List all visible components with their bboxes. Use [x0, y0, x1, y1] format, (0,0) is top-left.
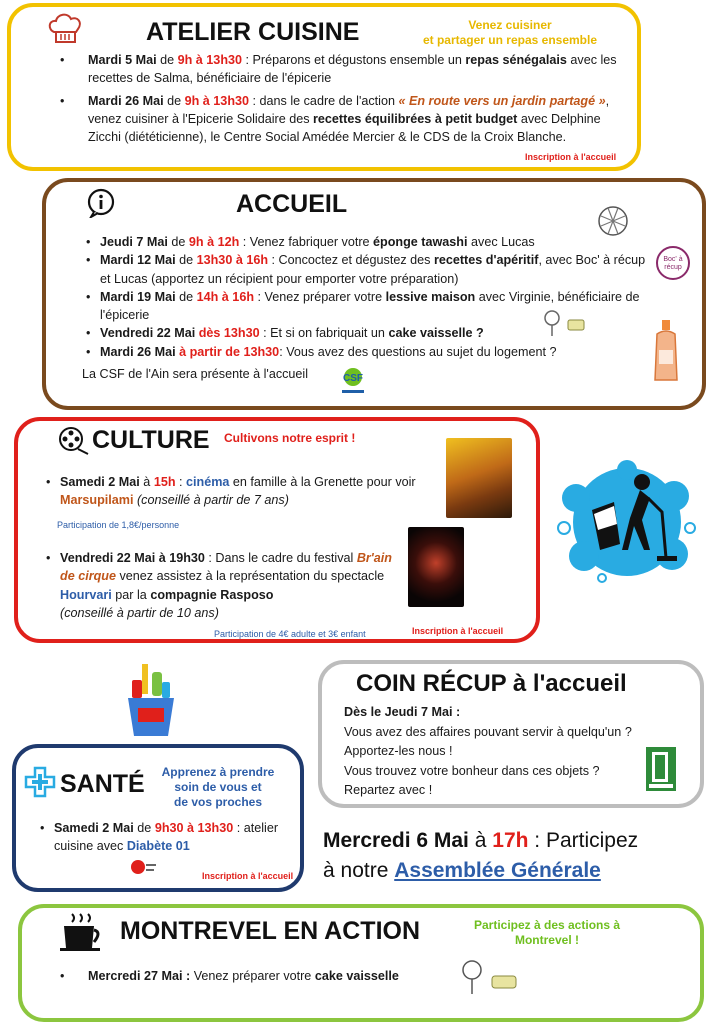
exit-door-icon: [646, 747, 676, 794]
assemblee-generale-link[interactable]: Assemblée Générale: [394, 859, 601, 883]
film-reel-icon: [58, 426, 90, 459]
atelier-tagline: [410, 18, 610, 48]
csf-logo-text: CSF: [343, 373, 363, 384]
montrevel-title: MONTREVEL EN ACTION: [120, 917, 421, 945]
medical-cross-icon: [24, 766, 56, 801]
culture-list-2: [46, 549, 402, 622]
list-item: • Mardi 26 Mai de 9h à 13h30 : dans le cadre de l'action « En route vers un jardin partagé », venez cuisiner à l'Epicerie Solidaire des recettes équilibrées à petit budget avec Delphine Zicchi (diététicienne), le Centre Social Amédée Mercier & le CDS de la Croix Blanche.: [60, 92, 630, 147]
recup-title: COIN RÉCUP à l'accueil: [356, 670, 627, 697]
cake-vaisselle-icons: [458, 958, 522, 1001]
list-item: • Mardi 26 Mai à partir de 13h30: Vous avez des questions au sujet du logement ?: [86, 343, 658, 361]
accueil-footer: La CSF de l'Ain sera présente à l'accueil: [82, 367, 309, 381]
list-item: • Vendredi 22 Mai à 19h30 : Dans le cadre du festival Br'ain de cirque venez assistez à la représentation du spectacle Hourvari par la compagnie Rasposo (conseillé à partir de 10 ans): [46, 549, 402, 622]
recup-text: [344, 703, 632, 801]
recup-line-3: Apportez-les nous !: [344, 744, 453, 759]
atelier-title: ATELIER CUISINE: [146, 18, 360, 46]
culture-inscription: Inscription à l'accueil: [412, 626, 504, 636]
sante-tagline: [148, 765, 288, 810]
montrevel-list: [60, 967, 460, 985]
recup-line-4: Vous trouvez votre bonheur dans ces objets ?: [344, 763, 600, 778]
montrevel-tagline-1: Participez à des actions à: [473, 918, 621, 932]
cleaning-person-icon: [554, 458, 700, 587]
sante-tagline-1: Apprenez à prendre: [161, 765, 275, 779]
culture-participation-1: Participation de 1,8€/personne: [57, 520, 180, 530]
sante-title: SANTÉ: [60, 770, 145, 798]
ag-line-2: à notre Assemblée Générale: [323, 859, 601, 883]
sante-tagline-2: soin de vous et: [174, 780, 262, 794]
list-item: • Samedi 2 Mai à 15h : cinéma en famille à la Grenette pour voir Marsupilami (conseillé à partir de 7 ans): [46, 473, 426, 510]
ag-line-1: Mercredi 6 Mai à 17h : Participez: [323, 829, 639, 852]
atelier-tagline-2: et partager un repas ensemble: [422, 33, 598, 47]
atelier-inscription: Inscription à l'accueil: [525, 152, 617, 162]
diabete-logo: [128, 858, 158, 881]
hourvari-poster: [408, 527, 464, 607]
detergent-bottle-icon: [653, 320, 679, 385]
list-item: • Vendredi 22 Mai dès 13h30 : Et si on fabriquait un cake vaisselle ?: [86, 324, 658, 342]
atelier-tagline-1: Venez cuisiner: [468, 18, 552, 32]
accueil-title: ACCUEIL: [236, 190, 348, 218]
cake-icons: [540, 308, 588, 341]
cleaning-bucket-icon: [124, 662, 178, 741]
accueil-list: [86, 233, 658, 361]
culture-title: CULTURE: [92, 426, 210, 454]
recup-line-5: Repartez avec !: [344, 783, 433, 798]
sante-inscription: Inscription à l'accueil: [202, 871, 294, 881]
montrevel-tagline-2: Montrevel !: [514, 933, 579, 947]
list-item: • Mercredi 27 Mai : Venez préparer votre cake vaisselle: [60, 967, 460, 985]
info-icon: [86, 188, 116, 221]
montrevel-tagline: [452, 918, 642, 948]
coffee-cup-icon: [60, 912, 102, 955]
recup-line-1: Dès le Jeudi 7 Mai :: [344, 705, 461, 719]
culture-list-1: [46, 473, 426, 510]
sante-list: [40, 819, 290, 856]
culture-tagline: Cultivons notre esprit !: [224, 431, 356, 445]
list-item: • Mardi 12 Mai de 13h30 à 16h : Concoctez et dégustez des recettes d'apéritif, avec Boc' à récup et Lucas (apportez un récipient pour emporter votre préparation): [86, 251, 658, 288]
culture-participation-2: Participation de 4€ adulte et 3€ enfant: [214, 629, 366, 639]
sante-tagline-3: de vos proches: [173, 795, 263, 809]
atelier-list: [60, 51, 630, 146]
assemblee-generale-announcement: [323, 826, 638, 887]
list-item: • Jeudi 7 Mai de 9h à 12h : Venez fabriquer votre éponge tawashi avec Lucas: [86, 233, 658, 251]
list-item: • Mardi 5 Mai de 9h à 13h30 : Préparons et dégustons ensemble un repas sénégalais avec les recettes de Salma, bénéficiaire de l'épicerie: [60, 51, 630, 88]
chef-hat-icon: [46, 12, 84, 49]
list-item: • Samedi 2 Mai de 9h30 à 13h30 : atelier cuisine avec Diabète 01: [40, 819, 290, 856]
recup-line-2: Vous avez des affaires pouvant servir à quelqu'un ?: [344, 724, 632, 739]
csf-logo: [336, 366, 370, 396]
marsupilami-poster: [446, 438, 512, 518]
boc-a-recup-logo: Boc' à récup: [656, 246, 690, 280]
list-item: • Mardi 19 Mai de 14h à 16h : Venez préparer votre lessive maison avec Virginie, bénéficiaire de l'épicerie: [86, 288, 658, 325]
